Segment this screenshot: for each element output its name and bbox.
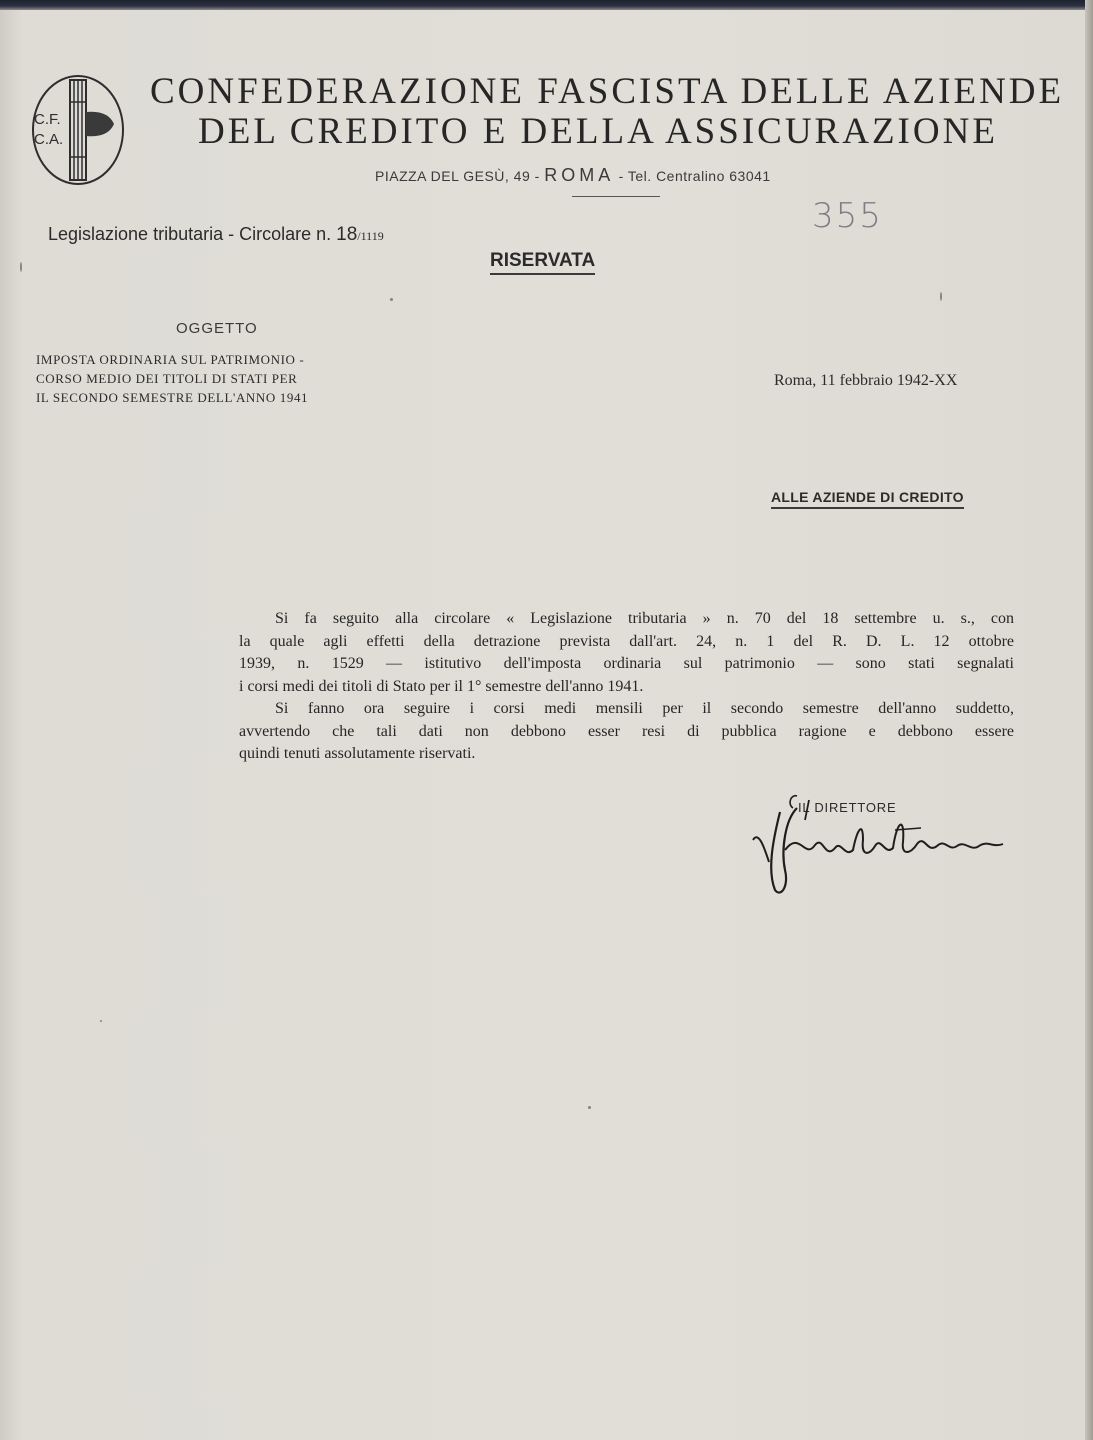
address-street: PIAZZA DEL GESÙ, 49 -	[375, 168, 545, 184]
paper-speck	[940, 292, 942, 301]
subject-text	[36, 350, 406, 407]
circular-reference	[48, 224, 384, 246]
organization-name-line1: CONFEDERAZIONE FASCISTA DELLE AZIENDE	[150, 71, 1065, 112]
handwritten-signature	[745, 790, 1020, 900]
paper-speck	[100, 1020, 102, 1022]
circular-label: Legislazione tributaria - Circolare n.	[48, 224, 337, 244]
binding-top-edge	[0, 0, 1093, 10]
organization-name-line2: DEL CREDITO E DELLA ASSICURAZIONE	[198, 111, 998, 152]
logo-text-bottom: C.A.	[34, 131, 64, 148]
subject-line: IL SECONDO SEMESTRE DELL'ANNO 1941	[36, 390, 309, 405]
circular-number: 18	[336, 224, 358, 245]
subject-label: OGGETTO	[176, 320, 258, 337]
address-divider	[572, 196, 660, 197]
body-line: quindi tenuti assolutamente riservati.	[239, 745, 476, 762]
recipient-line: ALLE AZIENDE DI CREDITO	[771, 489, 964, 509]
circular-sub-number: /1119	[357, 229, 384, 243]
body-line: Si fa seguito alla circolare « Legislazione tributaria » n. 70 del 18 settembre u. s., con	[275, 610, 1014, 627]
logo-text-top: C.F.	[34, 111, 61, 128]
subject-line: IMPOSTA ORDINARIA SUL PATRIMONIO -	[36, 352, 305, 367]
page-right-edge	[1085, 0, 1093, 1440]
confederation-logo	[30, 72, 126, 188]
handwritten-number: 355	[812, 196, 883, 236]
body-line: 1939, n. 1529 — istitutivo dell'imposta ordinaria sul patrimonio — sono stati segnalati	[239, 655, 1014, 672]
letter-body	[239, 608, 1014, 766]
body-line: i corsi medi dei titoli di Stato per il 1° semestre dell'anno 1941.	[239, 677, 644, 695]
body-line: avvertendo che tali dati non debbono esser resi di pubblica ragione e debbono essere	[239, 722, 1014, 740]
paper-speck	[390, 298, 393, 301]
address-city: ROMA	[544, 165, 615, 185]
classification-label: RISERVATA	[490, 250, 595, 275]
paper-speck	[588, 1106, 591, 1109]
letter-date: Roma, 11 febbraio 1942-XX	[774, 372, 958, 389]
body-line: la quale agli effetti della detrazione prevista dall'art. 24, n. 1 del R. D. L. 12 ottobre	[239, 632, 1014, 650]
director-title: IL DIRETTORE	[798, 800, 897, 815]
address-line	[375, 165, 771, 186]
subject-line: CORSO MEDIO DEI TITOLI DI STATI PER	[36, 371, 298, 386]
address-phone: - Tel. Centralino 63041	[614, 168, 771, 184]
body-line: Si fanno ora seguire i corsi medi mensili per il secondo semestre dell'anno suddetto,	[275, 700, 1014, 717]
paper-speck	[20, 262, 22, 272]
